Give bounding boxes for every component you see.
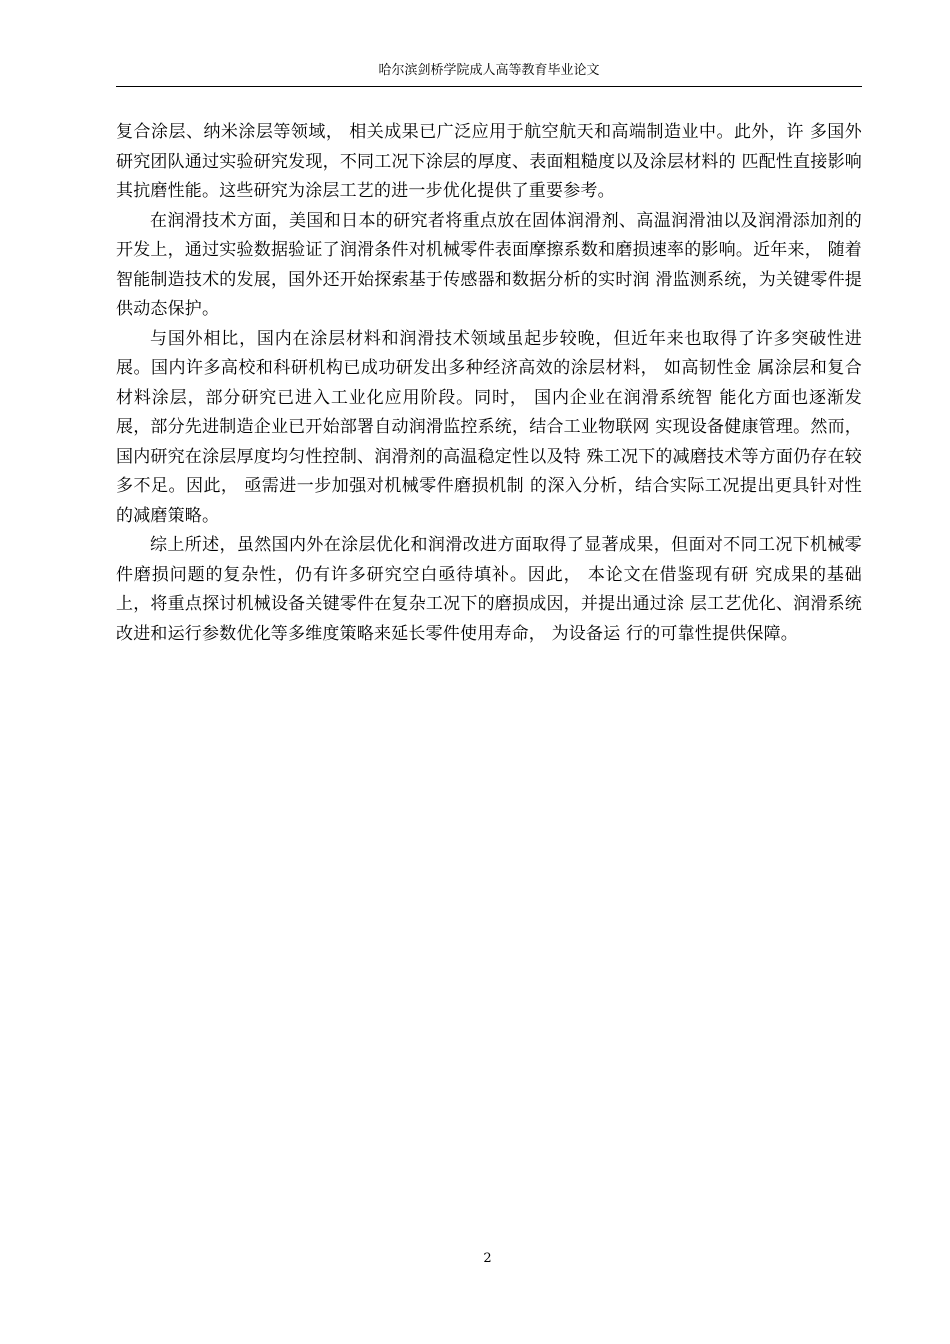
paragraph-summary: 综上所述，虽然国内外在涂层优化和润滑改进方面取得了显著成果，但面对不同工况下机械零件磨损问题的复杂性，仍有许多研究空白亟待填补。因此， 本论文在借鉴现有研 究成果的基础上，将重点探讨机械设备关键零件在复杂工况下的磨损成因，并提出通过涂 层工艺优化、润滑系统改进和运行参数优化等多维度策略来延长零件使用寿命， 为设备运 行的可靠性提供保障。 [116, 535, 862, 644]
paragraph-lubrication: 在润滑技术方面，美国和日本的研究者将重点放在固体润滑剂、高温润滑油以及润滑添加剂的开发上，通过实验数据验证了润滑条件对机械零件表面摩擦系数和磨损速率的影响。近年来， 随着智能制造技术的发展，国外还开始探索基于传感器和数据分析的实时润 滑监测系统，为关键零件提供动态保护。 [116, 210, 862, 319]
paragraph-domestic: 与国外相比，国内在涂层材料和润滑技术领域虽起步较晚，但近年来也取得了许多突破性进展。国内许多高校和科研机构已成功研发出多种经济高效的涂层材料， 如高韧性金 属涂层和复合材料涂层，部分研究已进入工业化应用阶段。同时， 国内企业在润滑系统智 能化方面也逐渐发展，部分先进制造企业已开始部署自动润滑监控系统，结合工业物联网 实现设备健康管理。然而， 国内研究在涂层厚度均匀性控制、润滑剂的高温稳定性以及特 殊工况下的减磨技术等方面仍存在较多不足。因此， 亟需进一步加强对机械零件磨损机制 的深入分析，结合实际工况提出更具针对性的减磨策略。 [116, 328, 862, 526]
page-header: 哈尔滨剑桥学院成人高等教育毕业论文 [378, 63, 600, 78]
document-body [116, 118, 862, 649]
header-divider [116, 86, 862, 87]
paragraph-continued: 复合涂层、纳米涂层等领域， 相关成果已广泛应用于航空航天和高端制造业中。此外，许 多国外研究团队通过实验研究发现，不同工况下涂层的厚度、表面粗糙度以及涂层材料的 匹配性直接影响其抗磨性能。这些研究为涂层工艺的进一步优化提供了重要参考。 [116, 122, 862, 201]
page-number: 2 [483, 1251, 492, 1266]
